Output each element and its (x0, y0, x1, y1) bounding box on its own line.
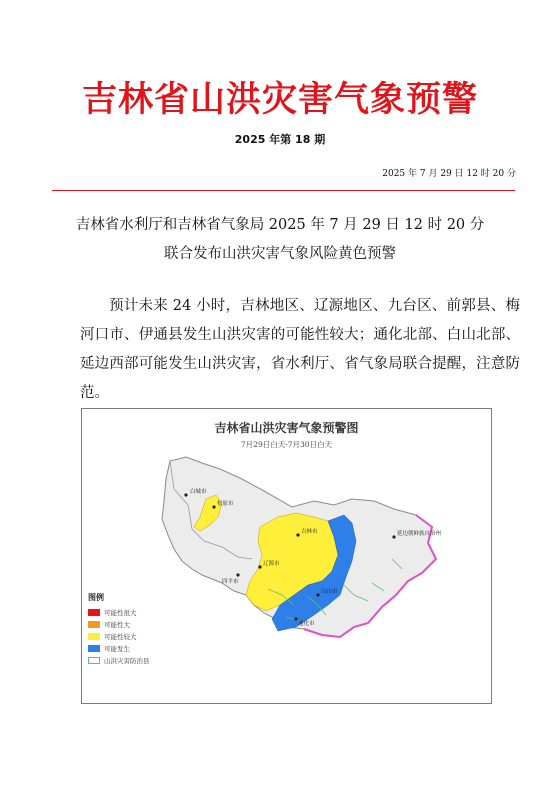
legend-item-high (88, 618, 218, 630)
city-label-liaoyuan: 辽源市 (263, 561, 280, 567)
legend-swatch-blue (88, 645, 100, 652)
city-marker-baicheng (184, 493, 187, 496)
city-marker-siping (236, 573, 239, 576)
legend-swatch-county (88, 657, 100, 664)
headline (0, 211, 560, 269)
legend-swatch-orange (88, 621, 100, 628)
warning-body: 预计未来 24 小时，吉林地区、辽源地区、九台区、前郭县、梅河口市、伊通县发生山洪灾害的可能性较大；通化北部、白山北部、延边西部可能发生山洪灾害，省水利厅、省气象局联合提醒，注意防范。 (80, 298, 520, 401)
legend-item-county (88, 654, 218, 666)
legend-swatch-yellow (88, 633, 100, 640)
document-title: 吉林省山洪灾害气象预警 (81, 79, 478, 120)
headline-line-2: 联合发布山洪灾害气象风险黄色预警 (164, 246, 396, 262)
legend-title: 图例 (88, 593, 104, 602)
city-label-tonghua: 通化市 (298, 621, 315, 627)
city-label-yanbian: 延边朝鲜族自治州 (397, 531, 442, 537)
city-label-songyuan: 松原市 (217, 501, 234, 507)
city-marker-baishan (316, 593, 319, 596)
issue-number: 2025 年第 18 期 (234, 133, 326, 146)
legend-label: 可能性大 (104, 620, 130, 629)
title-divider (52, 190, 515, 191)
warning-map-figure (81, 408, 492, 704)
city-label-baishan: 白山市 (321, 589, 338, 595)
legend-label: 可能发生 (104, 644, 130, 653)
city-marker-songyuan (212, 505, 215, 508)
city-label-baicheng: 白城市 (190, 489, 207, 495)
issue-date: 2025 年 7 月 29 日 12 时 20 分 (382, 169, 516, 179)
legend-label: 可能性很大 (104, 608, 137, 617)
legend-label: 山洪灾害防治县 (104, 656, 150, 665)
legend-item-fairly-high (88, 630, 218, 642)
city-marker-jilin (296, 533, 299, 536)
headline-line-1: 吉林省水利厅和吉林省气象局 2025 年 7 月 29 日 12 时 20 分 (75, 217, 485, 233)
city-label-siping: 四平市 (222, 579, 239, 585)
legend-swatch-red (88, 609, 100, 616)
legend-label: 可能性较大 (104, 632, 137, 641)
city-marker-liaoyuan (258, 565, 261, 568)
city-label-jilin: 吉林市 (301, 529, 318, 535)
legend-item-possible (88, 642, 218, 654)
city-marker-yanbian (392, 535, 395, 538)
map-title: 吉林省山洪灾害气象预警图 (214, 421, 359, 435)
map-legend (88, 592, 218, 666)
map-subtitle: 7月29日白天-7月30日白天 (240, 440, 333, 449)
legend-item-very-high (88, 606, 218, 618)
